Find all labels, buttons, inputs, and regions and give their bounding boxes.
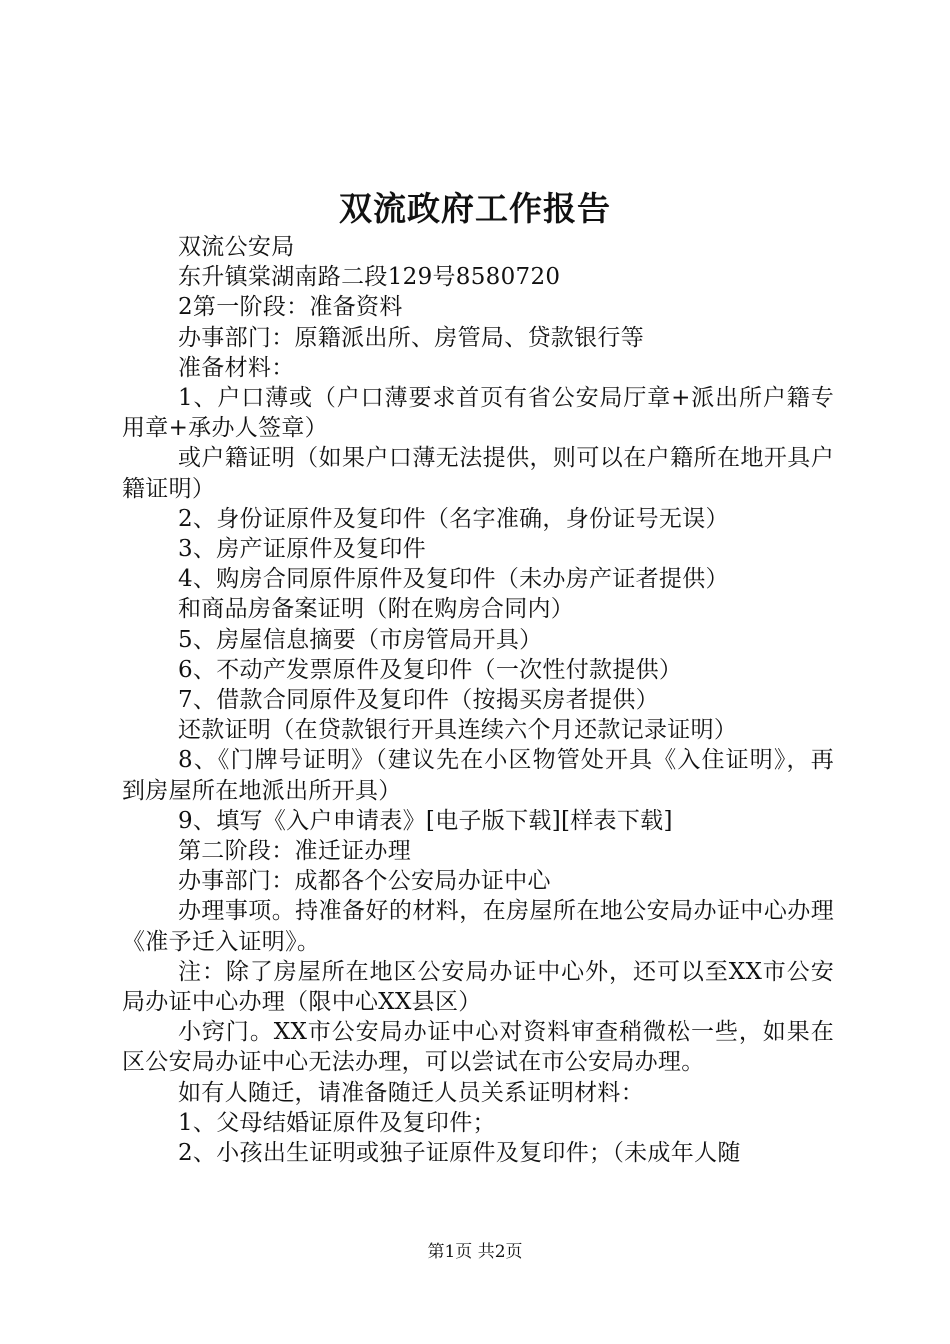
- paragraph: 5、房屋信息摘要（市房管局开具）: [178, 626, 543, 653]
- paragraph: 或户籍证明（如果户口薄无法提供，则可以在户籍所在地开具户籍证明）: [122, 445, 834, 502]
- paragraph: 东升镇棠湖南路二段129号8580720: [178, 264, 561, 291]
- paragraph: 办理事项。持准备好的材料，在房屋所在地公安局办证中心办理《准予迁入证明》。: [122, 898, 834, 955]
- paragraph: 9、填写《入户申请表》[电子版下载][样表下载]: [178, 807, 673, 834]
- paragraph: 6、不动产发票原件及复印件（一次性付款提供）: [178, 656, 683, 683]
- paragraph: 注：除了房屋所在地区公安局办证中心外，还可以至XX市公安局办证中心办理（限中心XX县区）: [122, 958, 834, 1016]
- paragraph: 1、户口薄或（户口薄要求首页有省公安局厅章+派出所户籍专用章+承办人签章）: [122, 385, 834, 442]
- paragraph: 准备材料：: [178, 354, 295, 381]
- paragraph: 2、小孩出生证明或独子证原件及复印件；（未成年人随: [178, 1140, 741, 1167]
- document-title: 双流政府工作报告: [339, 189, 611, 228]
- paragraph: 2第一阶段：准备资料: [178, 294, 403, 321]
- paragraph: 1、父母结婚证原件及复印件；: [178, 1109, 496, 1136]
- paragraph: 小窍门。XX市公安局办证中心对资料审查稍微松一些，如果在区公安局办证中心无法办理，可以尝试在市公安局办理。: [122, 1019, 834, 1076]
- paragraph: 第二阶段：准迁证办理: [178, 838, 411, 865]
- paragraph: 8、《门牌号证明》（建议先在小区物管处开具《入住证明》，再到房屋所在地派出所开具）: [122, 747, 834, 804]
- paragraph: 办事部门：成都各个公安局办证中心: [178, 868, 551, 895]
- paragraph: 3、房产证原件及复印件: [178, 536, 426, 563]
- page-number-footer: 第1页 共2页: [427, 1242, 523, 1262]
- paragraph: 2、身份证原件及复印件（名字准确，身份证号无误）: [178, 505, 729, 532]
- paragraph: 办事部门：原籍派出所、房管局、贷款银行等: [178, 324, 644, 351]
- paragraph: 如有人随迁，请准备随迁人员关系证明材料：: [178, 1079, 644, 1106]
- paragraph: 4、购房合同原件原件及复印件（未办房产证者提供）: [178, 566, 729, 593]
- paragraph: 7、借款合同原件及复印件（按揭买房者提供）: [178, 687, 659, 714]
- paragraph: 双流公安局: [178, 234, 295, 260]
- paragraph: 还款证明（在贷款银行开具连续六个月还款记录证明）: [178, 717, 738, 744]
- paragraph: 和商品房备案证明（附在购房合同内）: [178, 596, 575, 623]
- document-body: [122, 232, 834, 1168]
